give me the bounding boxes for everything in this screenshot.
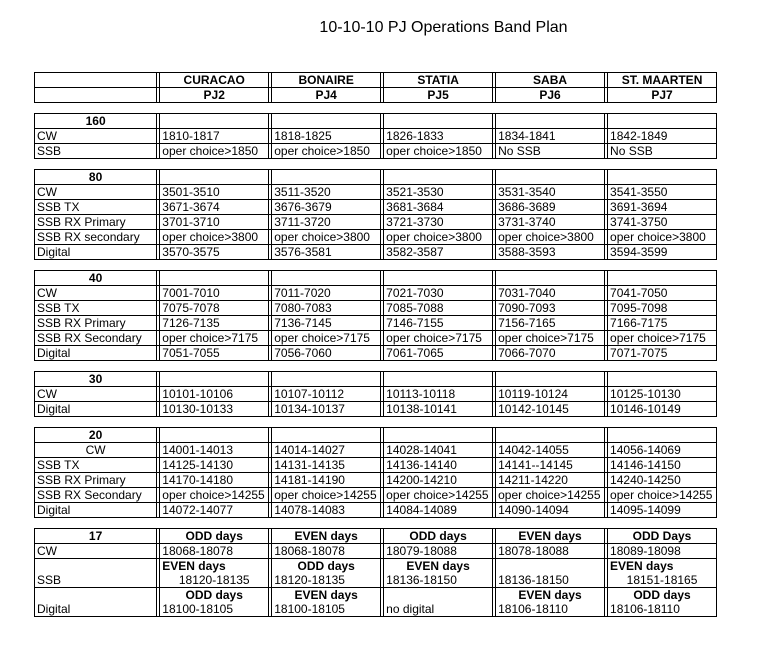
band-header-cell [272, 372, 381, 387]
freq-cell: 10134-10137 [272, 402, 381, 417]
days-row [35, 559, 717, 574]
band-header-cell [384, 428, 493, 443]
table-row [35, 387, 717, 402]
row-label: SSB TX [35, 200, 157, 215]
freq-cell: 1818-1825 [272, 129, 381, 144]
freq-cell: oper choice>14255 [384, 488, 493, 503]
table-row [35, 602, 717, 617]
freq-cell: 3588-3593 [496, 245, 605, 260]
table-row [35, 473, 717, 488]
freq-cell: 3576-3581 [272, 245, 381, 260]
freq-cell: 14084-14089 [384, 503, 493, 518]
row-label: SSB [35, 573, 157, 588]
days-label: EVEN days [272, 529, 381, 544]
freq-cell: oper choice>3800 [160, 230, 269, 245]
band-label: 160 [35, 114, 157, 129]
band-header-cell [272, 271, 381, 286]
freq-cell: 3676-3679 [272, 200, 381, 215]
days-label: EVEN days [608, 559, 717, 574]
table-row [35, 144, 717, 159]
row-label: CW [35, 387, 157, 402]
header-row [35, 73, 717, 88]
freq-cell: oper choice>7175 [496, 331, 605, 346]
freq-cell: oper choice>7175 [384, 331, 493, 346]
band-header-cell [160, 170, 269, 185]
row-label: SSB TX [35, 301, 157, 316]
freq-cell: 3582-3587 [384, 245, 493, 260]
freq-cell: 7166-7175 [608, 316, 717, 331]
days-label: ODD days [160, 588, 269, 603]
freq-cell: 7136-7145 [272, 316, 381, 331]
freq-cell: 18100-18105 [160, 602, 269, 617]
freq-cell: No SSB [608, 144, 717, 159]
days-label: ODD days [608, 588, 717, 603]
band-header-cell [384, 271, 493, 286]
band-header-cell [608, 372, 717, 387]
freq-cell: 7001-7010 [160, 286, 269, 301]
freq-cell: 14146-14150 [608, 458, 717, 473]
freq-cell: 10113-10118 [384, 387, 493, 402]
freq-cell: oper choice>3800 [384, 230, 493, 245]
table-row [35, 544, 717, 559]
band-label: 17 [35, 529, 157, 544]
band-header-row [35, 428, 717, 443]
freq-cell: 7126-7135 [160, 316, 269, 331]
band-header-cell [384, 372, 493, 387]
band-header-cell [272, 170, 381, 185]
freq-cell: 18120-18135 [272, 573, 381, 588]
gap-cell [35, 417, 717, 428]
freq-cell: 3686-3689 [496, 200, 605, 215]
table-row [35, 573, 717, 588]
band-header-cell [496, 372, 605, 387]
freq-cell: No SSB [496, 144, 605, 159]
column-header-name: STATIA [384, 73, 493, 88]
row-label: SSB RX Secondary [35, 488, 157, 503]
freq-cell: 7061-7065 [384, 346, 493, 361]
freq-cell: 7090-7093 [496, 301, 605, 316]
days-label: EVEN days [384, 559, 493, 574]
freq-cell: 18136-18150 [496, 573, 605, 588]
band-header-row [35, 114, 717, 129]
row-label: SSB RX Primary [35, 473, 157, 488]
gap-cell [35, 518, 717, 529]
freq-cell: 7156-7165 [496, 316, 605, 331]
freq-cell: oper choice>1850 [384, 144, 493, 159]
days-label: ODD days [160, 529, 269, 544]
table-row [35, 129, 717, 144]
freq-cell: 14072-14077 [160, 503, 269, 518]
table-row [35, 200, 717, 215]
band-header-cell [608, 428, 717, 443]
freq-cell: 7095-7098 [608, 301, 717, 316]
freq-cell: 18106-18110 [608, 602, 717, 617]
days-label: EVEN days [496, 588, 605, 603]
table-row [35, 402, 717, 417]
table-row [35, 185, 717, 200]
days-label: EVEN days [272, 588, 381, 603]
freq-cell: 3741-3750 [608, 215, 717, 230]
freq-cell: 14028-14041 [384, 443, 493, 458]
band-label: 80 [35, 170, 157, 185]
table-row [35, 488, 717, 503]
row-label: CW [35, 129, 157, 144]
freq-cell: 7031-7040 [496, 286, 605, 301]
band-header-row [35, 372, 717, 387]
column-header-name: ST. MAARTEN [608, 73, 717, 88]
days-label: EVEN days [496, 529, 605, 544]
freq-cell: 7075-7078 [160, 301, 269, 316]
table-row [35, 245, 717, 260]
freq-cell: 7071-7075 [608, 346, 717, 361]
row-label: Digital [35, 346, 157, 361]
section-gap [35, 260, 717, 271]
column-header-name: CURACAO [160, 73, 269, 88]
days-label: EVEN days [160, 559, 269, 574]
band-header-cell [608, 114, 717, 129]
table-row [35, 346, 717, 361]
freq-cell: 14181-14190 [272, 473, 381, 488]
freq-cell: 14042-14055 [496, 443, 605, 458]
freq-cell: 18151-18165 [608, 573, 717, 588]
band-header-cell [272, 114, 381, 129]
freq-cell: 18120-18135 [160, 573, 269, 588]
days-label: ODD days [384, 529, 493, 544]
freq-cell: 18079-18088 [384, 544, 493, 559]
table-row [35, 301, 717, 316]
gap-cell [35, 103, 717, 114]
row-label: SSB RX Primary [35, 316, 157, 331]
freq-cell: 7011-7020 [272, 286, 381, 301]
freq-cell: 18068-18078 [272, 544, 381, 559]
row-label: CW [35, 185, 157, 200]
freq-cell: 14014-14027 [272, 443, 381, 458]
freq-cell: oper choice>7175 [160, 331, 269, 346]
band-header-cell [272, 428, 381, 443]
band-header-cell [384, 114, 493, 129]
freq-cell: 7085-7088 [384, 301, 493, 316]
freq-cell: 3671-3674 [160, 200, 269, 215]
row-label: SSB RX secondary [35, 230, 157, 245]
row-label: SSB [35, 144, 157, 159]
column-header-prefix: PJ5 [384, 88, 493, 103]
band-header-row [35, 170, 717, 185]
band-header-cell [496, 428, 605, 443]
row-label: SSB TX [35, 458, 157, 473]
band-header-cell [496, 114, 605, 129]
freq-cell: 14078-14083 [272, 503, 381, 518]
freq-cell: 3594-3599 [608, 245, 717, 260]
table-row [35, 331, 717, 346]
freq-cell: 7080-7083 [272, 301, 381, 316]
freq-cell: 1842-1849 [608, 129, 717, 144]
freq-cell: 10146-10149 [608, 402, 717, 417]
freq-cell: 7051-7055 [160, 346, 269, 361]
band-header-cell [608, 271, 717, 286]
freq-cell: 14056-14069 [608, 443, 717, 458]
freq-cell: 3521-3530 [384, 185, 493, 200]
freq-cell: 14125-14130 [160, 458, 269, 473]
section-gap [35, 518, 717, 529]
freq-cell: 10138-10141 [384, 402, 493, 417]
gap-cell [35, 159, 717, 170]
gap-cell [35, 361, 717, 372]
freq-cell: 18100-18105 [272, 602, 381, 617]
freq-cell: 7146-7155 [384, 316, 493, 331]
section-gap [35, 417, 717, 428]
freq-cell: 18068-18078 [160, 544, 269, 559]
header-prefix-row [35, 88, 717, 103]
freq-cell: 3501-3510 [160, 185, 269, 200]
row-label: SSB RX Secondary [35, 331, 157, 346]
freq-cell: 14095-14099 [608, 503, 717, 518]
section-gap [35, 103, 717, 114]
gap-cell [35, 260, 717, 271]
band-header-cell [160, 372, 269, 387]
band-header-cell [160, 428, 269, 443]
freq-cell: 3711-3720 [272, 215, 381, 230]
row-label: Digital [35, 245, 157, 260]
band-header-cell [160, 271, 269, 286]
days-label: ODD Days [608, 529, 717, 544]
band-plan-table [34, 72, 717, 617]
band-header-cell [384, 170, 493, 185]
freq-cell: 3511-3520 [272, 185, 381, 200]
table-row [35, 230, 717, 245]
freq-cell: 10125-10130 [608, 387, 717, 402]
freq-cell: oper choice>1850 [272, 144, 381, 159]
section-gap [35, 361, 717, 372]
column-header-name: SABA [496, 73, 605, 88]
band-header-cell [608, 170, 717, 185]
row-label: Digital [35, 503, 157, 518]
freq-cell: 1834-1841 [496, 129, 605, 144]
table-row [35, 443, 717, 458]
freq-cell: 3541-3550 [608, 185, 717, 200]
freq-cell: 14240-14250 [608, 473, 717, 488]
freq-cell: 3691-3694 [608, 200, 717, 215]
freq-cell: 10107-10112 [272, 387, 381, 402]
freq-cell: 14090-14094 [496, 503, 605, 518]
table-row [35, 316, 717, 331]
freq-cell: 1810-1817 [160, 129, 269, 144]
freq-cell: 3681-3684 [384, 200, 493, 215]
freq-cell: oper choice>3800 [608, 230, 717, 245]
band-label: 40 [35, 271, 157, 286]
row-label: Digital [35, 602, 157, 617]
freq-cell: no digital [384, 602, 493, 617]
freq-cell: 14131-14135 [272, 458, 381, 473]
freq-cell: oper choice>1850 [160, 144, 269, 159]
table-row [35, 503, 717, 518]
column-header-prefix: PJ7 [608, 88, 717, 103]
row-label: CW [35, 286, 157, 301]
freq-cell: 3731-3740 [496, 215, 605, 230]
freq-cell: oper choice>14255 [160, 488, 269, 503]
header-corner [35, 73, 157, 88]
freq-cell: 3531-3540 [496, 185, 605, 200]
row-label: CW [35, 544, 157, 559]
column-header-prefix: PJ2 [160, 88, 269, 103]
freq-cell: 14170-14180 [160, 473, 269, 488]
section-gap [35, 159, 717, 170]
freq-cell: 10101-10106 [160, 387, 269, 402]
row-label: Digital [35, 402, 157, 417]
days-blank [35, 559, 157, 574]
freq-cell: oper choice>3800 [496, 230, 605, 245]
freq-cell: 3721-3730 [384, 215, 493, 230]
freq-cell: 14211-14220 [496, 473, 605, 488]
days-blank [35, 588, 157, 603]
freq-cell: 7021-7030 [384, 286, 493, 301]
freq-cell: 1826-1833 [384, 129, 493, 144]
freq-cell: 3570-3575 [160, 245, 269, 260]
freq-cell: 14141--14145 [496, 458, 605, 473]
freq-cell: 14136-14140 [384, 458, 493, 473]
freq-cell: oper choice>14255 [272, 488, 381, 503]
freq-cell: 18136-18150 [384, 573, 493, 588]
freq-cell: 7056-7060 [272, 346, 381, 361]
row-label: CW [35, 443, 157, 458]
freq-cell: 10142-10145 [496, 402, 605, 417]
page-title: 10-10-10 PJ Operations Band Plan [319, 19, 568, 36]
band-header-row [35, 529, 717, 544]
band-header-cell [496, 271, 605, 286]
freq-cell: 10119-10124 [496, 387, 605, 402]
band-header-row [35, 271, 717, 286]
row-label: SSB RX Primary [35, 215, 157, 230]
days-label [384, 588, 493, 603]
table-row [35, 286, 717, 301]
days-label: ODD days [272, 559, 381, 574]
table-row [35, 458, 717, 473]
column-header-prefix: PJ6 [496, 88, 605, 103]
freq-cell: 10130-10133 [160, 402, 269, 417]
band-label: 20 [35, 428, 157, 443]
column-header-prefix: PJ4 [272, 88, 381, 103]
band-header-cell [160, 114, 269, 129]
days-label [496, 559, 605, 574]
freq-cell: 18106-18110 [496, 602, 605, 617]
freq-cell: 14200-14210 [384, 473, 493, 488]
freq-cell: 7066-7070 [496, 346, 605, 361]
header-corner [35, 88, 157, 103]
freq-cell: oper choice>14255 [496, 488, 605, 503]
band-label: 30 [35, 372, 157, 387]
freq-cell: 3701-3710 [160, 215, 269, 230]
days-row [35, 588, 717, 603]
band-header-cell [496, 170, 605, 185]
column-header-name: BONAIRE [272, 73, 381, 88]
freq-cell: 7041-7050 [608, 286, 717, 301]
freq-cell: 18089-18098 [608, 544, 717, 559]
freq-cell: oper choice>3800 [272, 230, 381, 245]
freq-cell: oper choice>7175 [272, 331, 381, 346]
freq-cell: 18078-18088 [496, 544, 605, 559]
table-row [35, 215, 717, 230]
freq-cell: oper choice>14255 [608, 488, 717, 503]
freq-cell: 14001-14013 [160, 443, 269, 458]
freq-cell: oper choice>7175 [608, 331, 717, 346]
